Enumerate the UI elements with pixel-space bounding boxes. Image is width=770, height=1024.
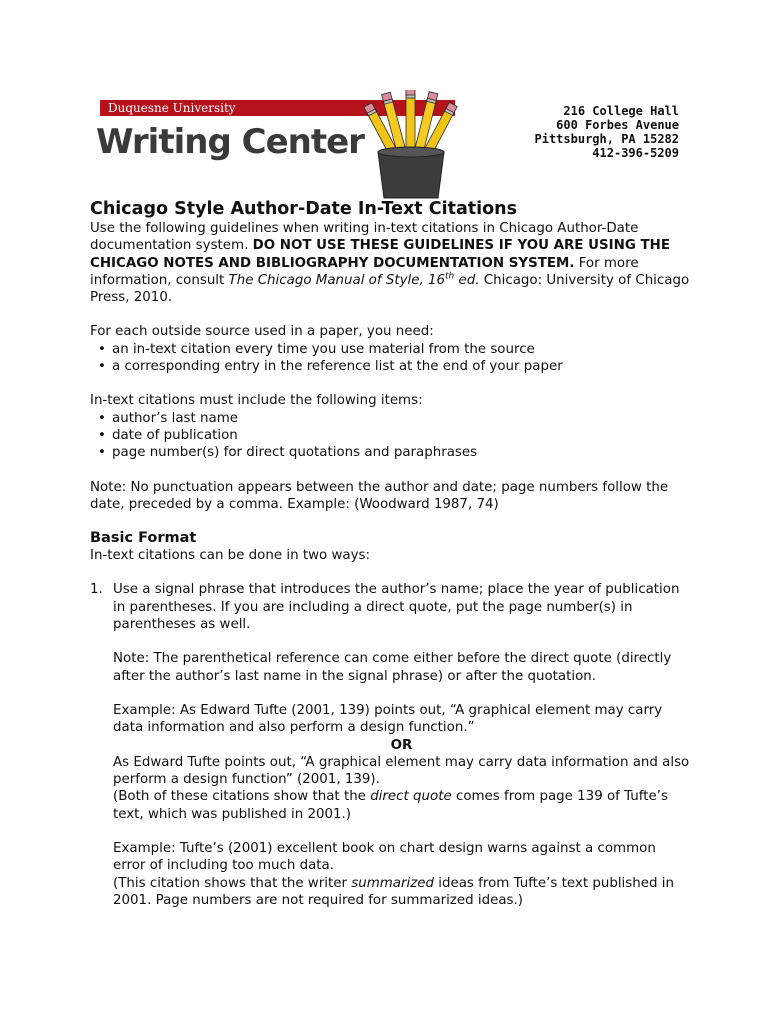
emphasis-text: summarized [351,875,434,891]
manual-edition: ed. [454,272,480,288]
example-explanation [113,875,690,910]
logo-title: Writing Center [96,122,364,162]
example-quote-alt: As Edward Tufte points out, “A graphical element may carry data information and also perform a design function” (2001, 139). [113,754,690,788]
writing-center-logo [96,90,466,200]
center-address [535,104,680,160]
address-line: 216 College Hall [563,104,679,118]
manual-title [229,273,480,288]
list-item: • date of publication [112,427,690,444]
explanation-text: (Both of these citations show that the [113,789,371,805]
items-lead: In-text citations must include the following items: [90,393,423,409]
intro-warning: DO NOT USE THESE GUIDELINES IF YOU ARE USING THE CHICAGO NOTES AND BIBLIOGRAPHY DOCUMENTATION SYSTEM. [90,238,670,271]
example-explanation [113,788,690,823]
list-item: • a corresponding entry in the reference list at the end of your paper [112,358,690,375]
document-body [90,198,690,909]
basic-format-lead: In-text citations can be done in two ways: [90,548,371,564]
list-item: • page number(s) for direct quotations and paraphrases [112,444,690,461]
intro-text: Use the following guidelines when writing in-text citations in Chicago Author-Date documentation system. [90,221,639,254]
explanation-text: (This citation shows that the writer [113,875,352,891]
indented-block [90,650,690,909]
example-summary: Example: Tufte’s (2001) excellent book on chart design warns against a common error of including too much data. [113,841,656,874]
needs-list [90,341,690,376]
example-quote: Example: As Edward Tufte (2001, 139) points out, “A graphical element may carry data information and also perform a design function.” [113,702,663,736]
logo-university-name: Duquesne University [108,101,236,115]
list-item: • author’s last name [112,410,690,427]
intro-text: Chicago: University of Chicago Press, 2010. [90,272,690,306]
explanation-text: ideas from Tufte’s text published in 2001. Page numbers are not required for summarized ideas.) [113,875,674,908]
punctuation-note: Note: No punctuation appears between the author and date; page numbers follow the date, preceded by a comma. Example: (Woodward 1987, 74) [90,479,669,512]
pencil-cup-icon [356,90,466,200]
intro-paragraph [90,220,690,306]
explanation-text: comes from page 139 of Tufte’s text, which was published in 2001.) [113,789,668,822]
address-line: Pittsburgh, PA 15282 [534,132,679,146]
item-text: Use a signal phrase that introduces the author’s name; place the year of publication in parentheses. If you are including a direct quote, put the page number(s) in parentheses as well. [113,582,680,633]
intro-text: For more information, consult [90,255,639,288]
manual-title-sup: th [445,271,455,282]
list-item: • an in-text citation every time you use material from the source [112,341,690,358]
parenthetical-note: Note: The parenthetical reference can come either before the direct quote (directly after the author’s last name in the signal phrase) or after the quotation. [113,651,672,684]
address-line: 600 Forbes Avenue [556,118,679,132]
required-items-list [90,410,690,462]
manual-title-text: The Chicago Manual of Style, 16 [228,272,446,288]
needs-lead: For each outside source used in a paper, you need: [90,324,434,340]
page-title: Chicago Style Author-Date In-Text Citations [90,199,518,219]
or-divider: OR [390,737,413,753]
item-number: 1. [90,582,103,598]
phone-number: 412-396-5209 [592,146,679,160]
emphasis-text: direct quote [370,789,452,805]
section-heading-basic-format: Basic Format [90,530,197,547]
numbered-item [90,581,690,633]
